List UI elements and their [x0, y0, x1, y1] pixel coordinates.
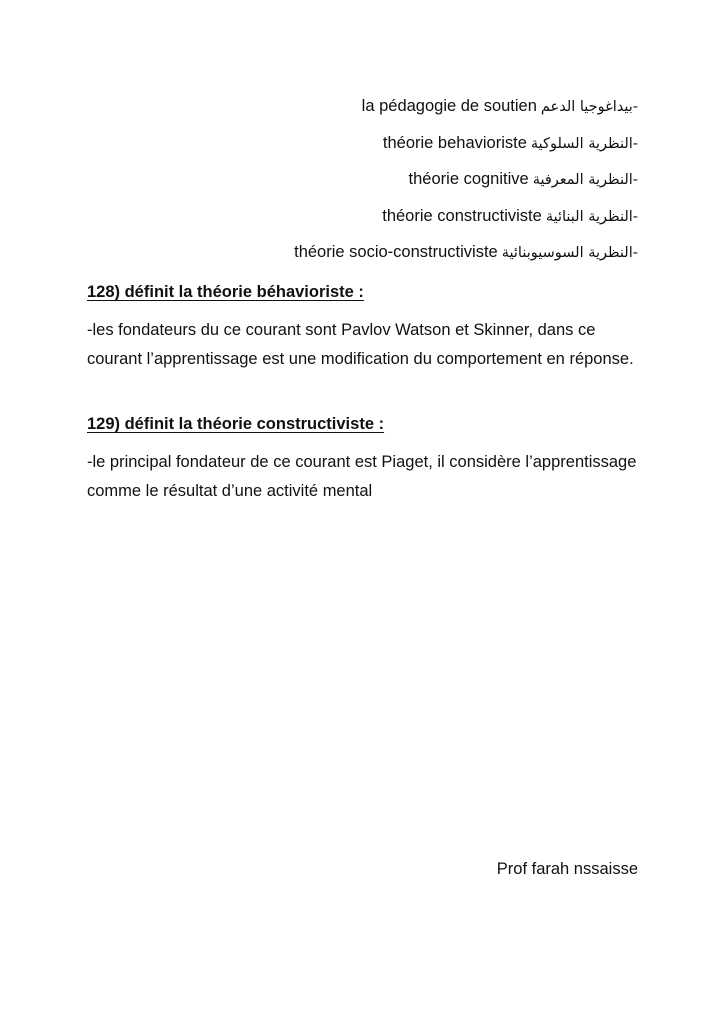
- term-arabic: -النظرية البنائية: [545, 208, 638, 225]
- term-arabic: -النظرية السلوكية: [530, 135, 638, 152]
- term-line: [78, 234, 638, 271]
- term-arabic: -بيداغوجيا الدعم: [540, 99, 638, 115]
- author-signature: Prof farah nssaisse: [496, 860, 638, 878]
- term-line: [78, 125, 638, 162]
- term-line: [78, 161, 638, 198]
- term-french: théorie socio-constructiviste: [294, 243, 498, 261]
- question-heading: 128) définit la théorie béhavioriste :: [87, 283, 364, 301]
- answer-paragraph: -le principal fondateur de ce courant est Piaget, il considère l’apprentissage comme le résultat d’une activité mental: [87, 453, 637, 500]
- term-line: [78, 198, 638, 235]
- answer-paragraph: -les fondateurs du ce courant sont Pavlov Watson et Skinner, dans ce courant l’apprentissage est une modification du comportement en réponse.: [87, 321, 634, 368]
- term-french: théorie cognitive: [408, 170, 529, 188]
- term-arabic: -النظرية السوسيوبنائية: [501, 245, 638, 261]
- term-line: [78, 88, 638, 125]
- question-heading: 129) définit la théorie constructiviste :: [87, 415, 385, 433]
- term-french: théorie behavioriste: [382, 133, 527, 152]
- term-french: théorie constructiviste: [382, 206, 542, 225]
- term-list: [78, 88, 638, 271]
- term-french: la pédagogie de soutien: [361, 97, 537, 115]
- question-129-section: [87, 412, 647, 505]
- question-128-section: [87, 280, 647, 373]
- term-arabic: -النظرية المعرفية: [532, 172, 638, 188]
